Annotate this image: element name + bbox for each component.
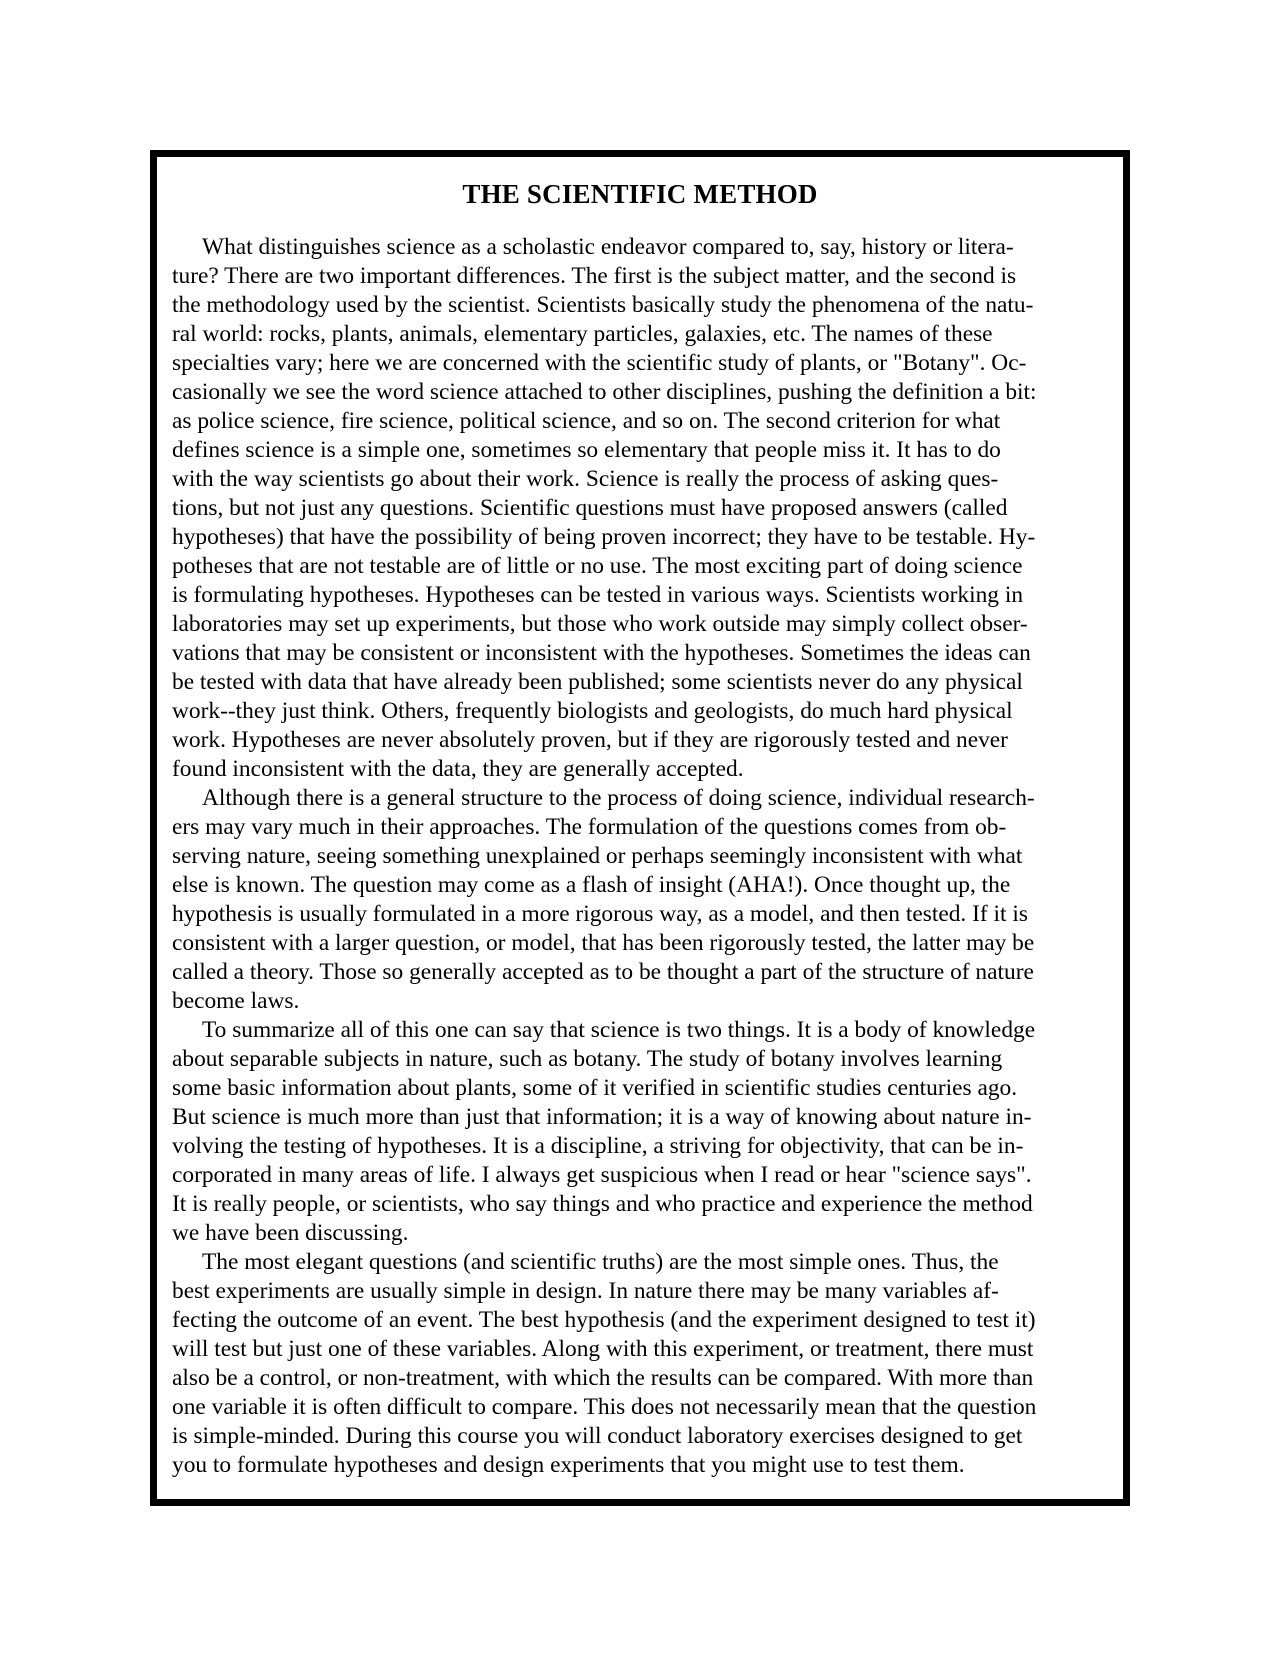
paragraph-1: What distinguishes science as a scholastic endeavor compared to, say, history or litera- ture? There are two important differences. The first is the subject matter, and the second is the methodology used by the scientist. Scientists basically study the phenomena of the natu- ral world: rocks, plants, animals, elementary particles, galaxies, etc. The names of these specialties vary; here we are concerned with the scientific study of plants, or "Botany". Oc- casionally we see the word science attached to other disciplines, pushing the definition a bit: as police science, fire science, political science, and so on. The second criterion for what defines science is a simple one, sometimes so elementary that people miss it. It has to do with the way scientists go about their work. Science is really the process of asking ques- tions, but not just any questions. Scientific questions must have proposed answers (called hypotheses) that have the possibility of being proven incorrect; they have to be testable. Hy- potheses that are not testable are of little or no use. The most exciting part of doing science is formulating hypotheses. Hypotheses can be tested in various ways. Scientists working in laboratories may set up experiments, but those who work outside may simply collect obser- vations that may be consistent or inconsistent with the hypotheses. Sometimes the ideas can be tested with data that have already been published; some scientists never do any physical work--they just think. Others, frequently biologists and geologists, do much hard physical work. Hypotheses are never absolutely proven, but if they are rigorously tested and never found inconsistent with the data, they are generally accepted. [172, 234, 1037, 782]
paragraph-4: The most elegant questions (and scientific truths) are the most simple ones. Thus, the best experiments are usually simple in design. In nature there may be many variables af- fecting the outcome of an event. The best hypothesis (and the experiment designed to test it) will test but just one of these variables. Along with this experiment, or treatment, there must also be a control, or non-treatment, with which the results can be compared. With more than one variable it is often difficult to compare. This does not necessarily mean that the question is simple-minded. During this course you will conduct laboratory exercises designed to get you to formulate hypotheses and design experiments that you might use to test them. [172, 1249, 1037, 1478]
paragraph-3: To summarize all of this one can say that science is two things. It is a body of knowledge about separable subjects in nature, such as botany. The study of botany involves learning some basic information about plants, some of it verified in scientific studies centuries ago. But science is much more than just that information; it is a way of knowing about nature in- volving the testing of hypotheses. It is a discipline, a striving for objectivity, that can be in- corporated in many areas of life. I always get suspicious when I read or hear "science says". It is really people, or scientists, who say things and who practice and experience the method we have been discussing. [172, 1017, 1036, 1246]
document-frame [150, 150, 1130, 1506]
document-body [172, 233, 1109, 1480]
paragraph-2: Although there is a general structure to the process of doing science, individual research- ers may vary much in their approaches. The formulation of the questions comes from ob- serving nature, seeing something unexplained or perhaps seemingly inconsistent with what else is known. The question may come as a flash of insight (AHA!). Once thought up, the hypothesis is usually formulated in a more rigorous way, as a model, and then tested. If it is consistent with a larger question, or model, that has been rigorously tested, the latter may be called a theory. Those so generally accepted as to be thought a part of the structure of nature become laws. [172, 785, 1035, 1014]
document-title: THE SCIENTIFIC METHOD [462, 179, 818, 209]
